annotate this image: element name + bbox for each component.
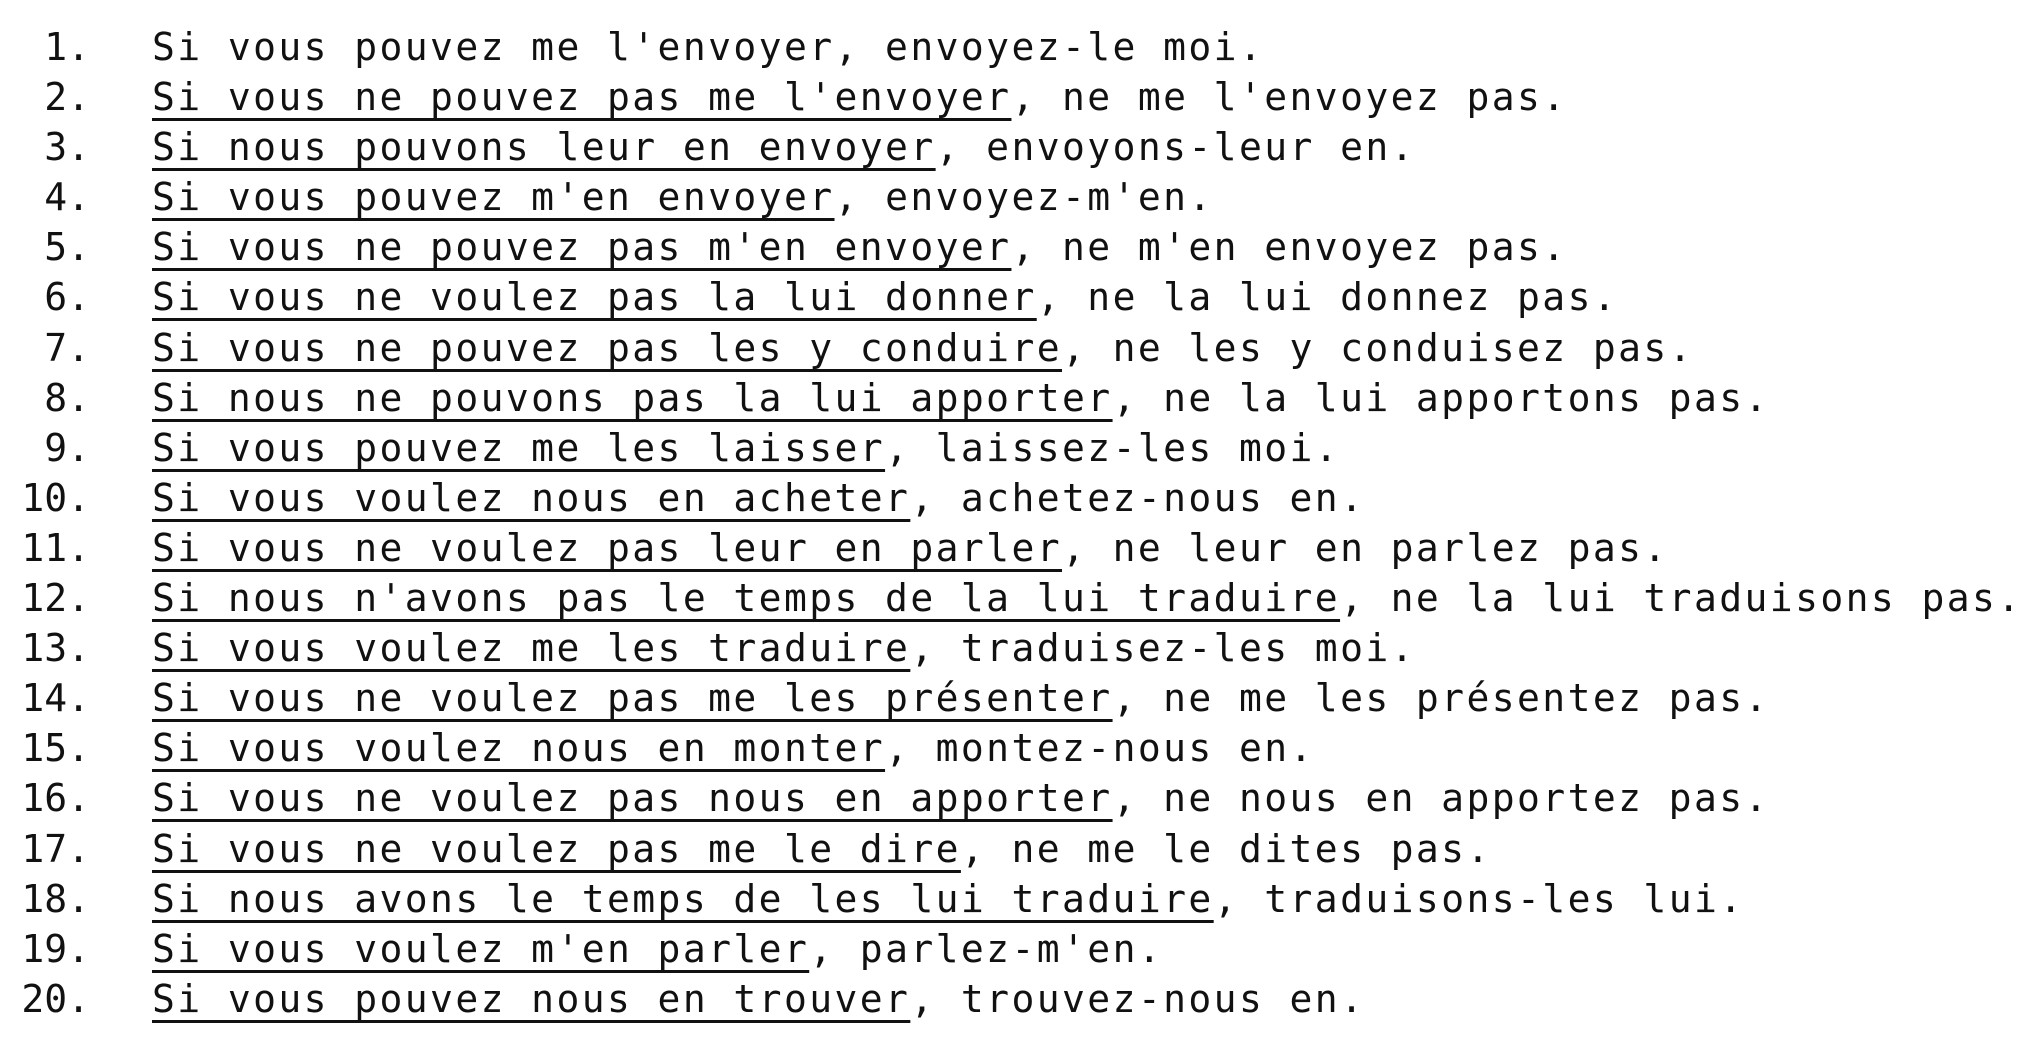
drill-sentence: [152, 723, 1315, 773]
underlined-cue-clause: Si vous ne pouvez pas me l'envoyer: [152, 75, 1012, 120]
item-number: 10.: [21, 475, 90, 520]
drill-item-10: [0, 473, 2024, 523]
item-number: 13.: [21, 626, 90, 671]
underlined-cue-clause: Si vous voulez nous en acheter: [152, 475, 911, 520]
item-number: 11.: [21, 525, 90, 570]
item-number: 18.: [21, 876, 90, 921]
drill-sentence: [152, 824, 1492, 874]
response-text: , laissez-les moi.: [885, 425, 1341, 470]
response-text: , ne nous en apportez pas.: [1112, 776, 1770, 821]
drill-item-9: [0, 423, 2024, 473]
item-number: 8.: [44, 375, 90, 420]
item-number: 9.: [44, 425, 90, 470]
drill-item-20: [0, 974, 2024, 1024]
drill-item-12: [0, 573, 2024, 623]
item-number: 16.: [21, 776, 90, 821]
underlined-cue-clause: Si vous ne voulez pas me le dire: [152, 826, 961, 871]
drill-item-14: [0, 673, 2024, 723]
item-number: 17.: [21, 826, 90, 871]
drill-item-8: [0, 373, 2024, 423]
underlined-cue-clause: Si vous ne voulez pas me les présenter: [152, 676, 1113, 721]
response-text: , envoyez-m'en.: [834, 175, 1214, 220]
underlined-cue-clause: Si vous ne pouvez pas m'en envoyer: [152, 225, 1012, 270]
drill-item-5: [0, 222, 2024, 272]
drill-sentence: [152, 22, 1264, 72]
underlined-cue-clause: Si vous pouvez me les laisser: [152, 425, 886, 470]
drill-item-2: [0, 72, 2024, 122]
underlined-cue-clause: Si vous ne voulez pas leur en parler: [152, 525, 1063, 570]
drill-item-15: [0, 723, 2024, 773]
item-number: 4.: [44, 175, 90, 220]
underlined-cue-clause: Si vous voulez nous en monter: [152, 726, 886, 771]
drill-sentence: [152, 172, 1214, 222]
response-text: , envoyons-leur en.: [935, 125, 1416, 170]
item-number: 3.: [44, 125, 90, 170]
response-text: , parlez-m'en.: [809, 926, 1164, 971]
drill-item-3: [0, 122, 2024, 172]
response-text: , ne me le dites pas.: [960, 826, 1492, 871]
response-text: , ne la lui apportons pas.: [1112, 375, 1770, 420]
underlined-cue-clause: Si vous ne voulez pas la lui donner: [152, 275, 1037, 320]
drill-item-4: [0, 172, 2024, 222]
response-text: , achetez-nous en.: [910, 475, 1366, 520]
item-number: 5.: [44, 225, 90, 270]
drill-item-7: [0, 323, 2024, 373]
drill-sentence: [152, 924, 1163, 974]
underlined-cue-clause: Si vous ne voulez pas nous en apporter: [152, 776, 1113, 821]
underlined-cue-clause: Si nous n'avons pas le temps de la lui traduire: [152, 576, 1341, 621]
response-text: Si vous pouvez me l'envoyer, envoyez-le moi.: [152, 25, 1265, 69]
item-number: 7.: [44, 325, 90, 370]
drill-sentence: [152, 573, 2023, 623]
response-text: , montez-nous en.: [885, 726, 1315, 771]
response-text: , traduisons-les lui.: [1213, 876, 1745, 921]
drill-item-11: [0, 523, 2024, 573]
item-number: 19.: [21, 926, 90, 971]
drill-sentence-list: [0, 22, 2024, 1024]
item-number: 1.: [44, 25, 90, 69]
drill-sentence: [152, 122, 1416, 172]
underlined-cue-clause: Si vous pouvez m'en envoyer: [152, 175, 835, 220]
underlined-cue-clause: Si vous pouvez nous en trouver: [152, 976, 911, 1021]
underlined-cue-clause: Si nous avons le temps de les lui traduire: [152, 876, 1214, 921]
drill-item-19: [0, 924, 2024, 974]
drill-item-16: [0, 773, 2024, 823]
item-number: 6.: [44, 275, 90, 320]
underlined-cue-clause: Si nous pouvons leur en envoyer: [152, 125, 936, 170]
drill-sentence: [152, 773, 1770, 823]
drill-item-17: [0, 824, 2024, 874]
drill-sentence: [152, 373, 1770, 423]
item-number: 12.: [21, 576, 90, 621]
underlined-cue-clause: Si vous voulez me les traduire: [152, 626, 911, 671]
response-text: , ne me les présentez pas.: [1112, 676, 1770, 721]
underlined-cue-clause: Si vous ne pouvez pas les y conduire: [152, 325, 1063, 370]
response-text: , ne leur en parlez pas.: [1062, 525, 1669, 570]
response-text: , ne la lui donnez pas.: [1036, 275, 1619, 320]
drill-sentence: [152, 874, 1745, 924]
item-number: 14.: [21, 676, 90, 721]
response-text: , ne les y conduisez pas.: [1062, 325, 1694, 370]
drill-item-18: [0, 874, 2024, 924]
drill-sentence: [152, 423, 1340, 473]
item-number: 20.: [21, 976, 90, 1021]
drill-sentence: [152, 523, 1669, 573]
drill-sentence: [152, 473, 1365, 523]
item-number: 2.: [44, 75, 90, 120]
drill-sentence: [152, 222, 1568, 272]
underlined-cue-clause: Si vous voulez m'en parler: [152, 926, 810, 971]
drill-sentence: [152, 272, 1618, 322]
response-text: , ne la lui traduisons pas.: [1340, 576, 2023, 621]
drill-sentence: [152, 323, 1694, 373]
response-text: , traduisez-les moi.: [910, 626, 1416, 671]
drill-item-1: [0, 22, 2024, 72]
underlined-cue-clause: Si nous ne pouvons pas la lui apporter: [152, 375, 1113, 420]
drill-item-13: [0, 623, 2024, 673]
response-text: , trouvez-nous en.: [910, 976, 1366, 1021]
response-text: , ne me l'envoyez pas.: [1011, 75, 1568, 120]
drill-item-6: [0, 272, 2024, 322]
item-number: 15.: [21, 726, 90, 771]
drill-sentence: [152, 974, 1365, 1024]
response-text: , ne m'en envoyez pas.: [1011, 225, 1568, 270]
drill-sentence: [152, 623, 1416, 673]
drill-sentence: [152, 673, 1770, 723]
drill-sentence: [152, 72, 1568, 122]
